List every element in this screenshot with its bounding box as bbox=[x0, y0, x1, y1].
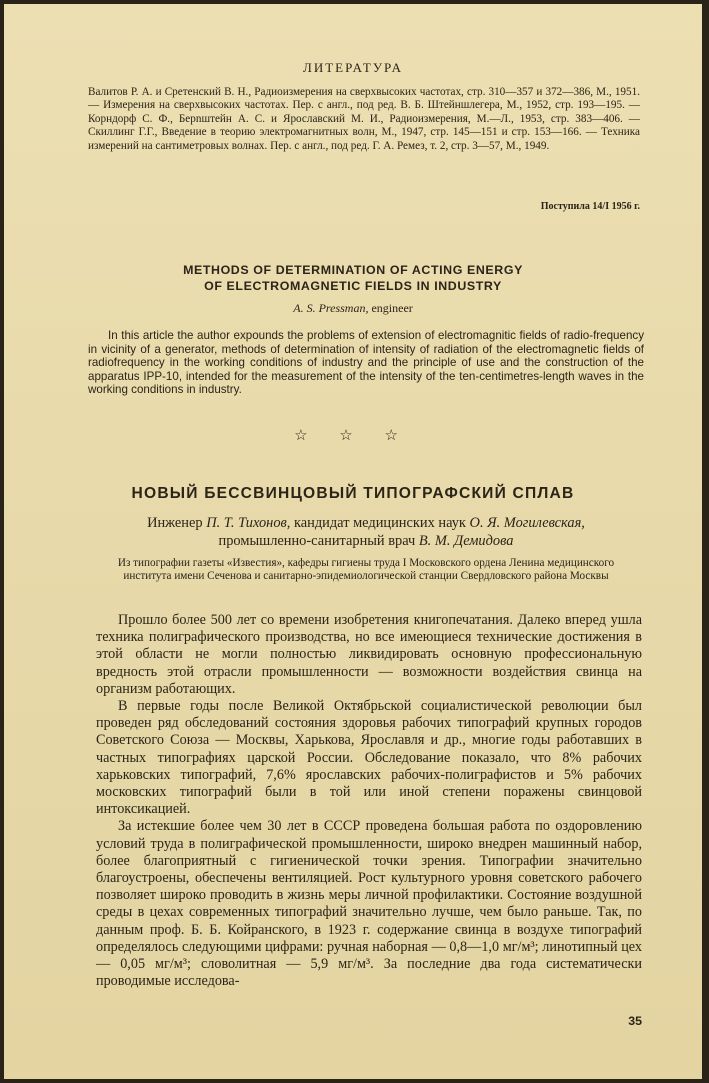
author2-name: О. Я. Могилевская, bbox=[469, 515, 585, 531]
author3-role: промышленно-санитарный врач bbox=[218, 533, 416, 549]
author3-name: В. М. Демидова bbox=[418, 533, 514, 549]
scanned-page bbox=[4, 4, 702, 1079]
author2-role: кандидат медицинских наук bbox=[293, 515, 466, 531]
article-body bbox=[96, 612, 642, 990]
received-note: Поступила 14/I 1956 г. bbox=[540, 201, 640, 212]
page-number: 35 bbox=[628, 1014, 642, 1028]
affiliation: Из типографии газеты «Известия», кафедры гигиены труда I Московского ордена Ленина медицинского института имени Сеченова и санитарно-эпидемиологической станции Свердловского района Москвы bbox=[117, 557, 615, 583]
authors-line1 bbox=[88, 514, 644, 532]
english-title-line1: METHODS OF DETERMINATION OF ACTING ENERGY bbox=[183, 263, 523, 277]
english-author bbox=[4, 301, 702, 316]
references-text: Валитов Р. А. и Сретенский В. Н., Радиоизмерения на сверхвысоких частотах, стр. 310—357 и 372—386, М., 1951. — Измерения на сверхвысоких частотах. Пер. с англ., под ред. В. Б. Штейншлегера, М., 1952, стр. 193—195. — Корндорф С. Ф., Берnштейн А. С. и Ярославский М. И., Радиоизмерения, М.—Л., 1953, стр. 383—406. — Скиллинг Г.Г., Введение в теорию электромагнитных волн, М., 1947, стр. 145—151 и стр. 153—166. — Техника измерений на сантиметровых волнах. Пер. с англ., под ред. Г. А. Ремез, т. 2, стр. 3—57, М., 1949. bbox=[88, 86, 640, 152]
authors-line2 bbox=[88, 532, 644, 550]
english-abstract: In this article the author expounds the problems of extension of electromagnitic fields of radio-frequency in vicinity of a generator, methods of determination of intensity of radiation of the electromagnetic fields of radiofrequency in the working conditions of industry and the principle of use and the construction of the apparatus IPP-10, intended for the measurement of the intensity of the ten-centimetres-length waves in the working conditions in industry. bbox=[88, 329, 644, 397]
english-title bbox=[4, 262, 702, 294]
english-author-name: A. S. Pressman, bbox=[293, 301, 369, 315]
paragraph-3: За истекшие более чем 30 лет в СССР проведена большая работа по оздоровлению условий труда в полиграфической промышленности, широко внедрен машинный набор, более благоприятный с гигиенической точки зрения. Типографии значительно благоустроены, обеспечены вентиляцией. Рост культурного уровня советского рабочего позволяет широко проводить в жизнь меры личной профилактики. Состояние воздушной среды в цехах современных типографий значительно лучше, чем было раньше. Так, по данным проф. Б. Б. Койранского, в 1923 г. содержание свинца в воздухе типографий определялось следующими цифрами: ручная наборная — 0,8—1,0 мг/м³; линотипный цех — 0,05 мг/м³; словолитная — 5,9 мг/м³. За последние два года систематически проводимые исследова- bbox=[96, 818, 642, 990]
paragraph-1: Прошло более 500 лет со времени изобретения книгопечатания. Далеко вперед ушла техника полиграфического производства, но все имеющиеся технические достижения в этой области не могли полностью ликвидировать основную профессиональную вредность этой отрасли промышленности — возможности воздействия свинца на организм работающих. bbox=[96, 612, 642, 697]
author1-role: Инженер bbox=[147, 515, 203, 531]
references-block bbox=[88, 86, 640, 153]
author1-name: П. Т. Тихонов, bbox=[206, 515, 291, 531]
section-separator: ☆ ☆ ☆ bbox=[294, 428, 412, 444]
article-authors bbox=[88, 514, 644, 550]
references-heading: ЛИТЕРАТУРА bbox=[303, 60, 403, 75]
english-author-role: engineer bbox=[371, 301, 413, 315]
paragraph-2: В первые годы после Великой Октябрьской социалистической революции был проведен ряд обследований состояния здоровья рабочих типографий крупных городов Советского Союза — Москвы, Харькова, Ярославля и др., многие годы работавших в частных типографиях царской России. Обследование показало, что 8% рабочих харьковских типографий, 7,6% ярославских рабочих-полиграфистов и 5% рабочих московских типографий были в той или иной степени поражены свинцовой интоксикацией. bbox=[96, 698, 642, 818]
english-title-line2: OF ELECTROMAGNETIC FIELDS IN INDUSTRY bbox=[204, 279, 502, 293]
article-title: НОВЫЙ БЕССВИНЦОВЫЙ ТИПОГРАФСКИЙ СПЛАВ bbox=[131, 485, 575, 502]
